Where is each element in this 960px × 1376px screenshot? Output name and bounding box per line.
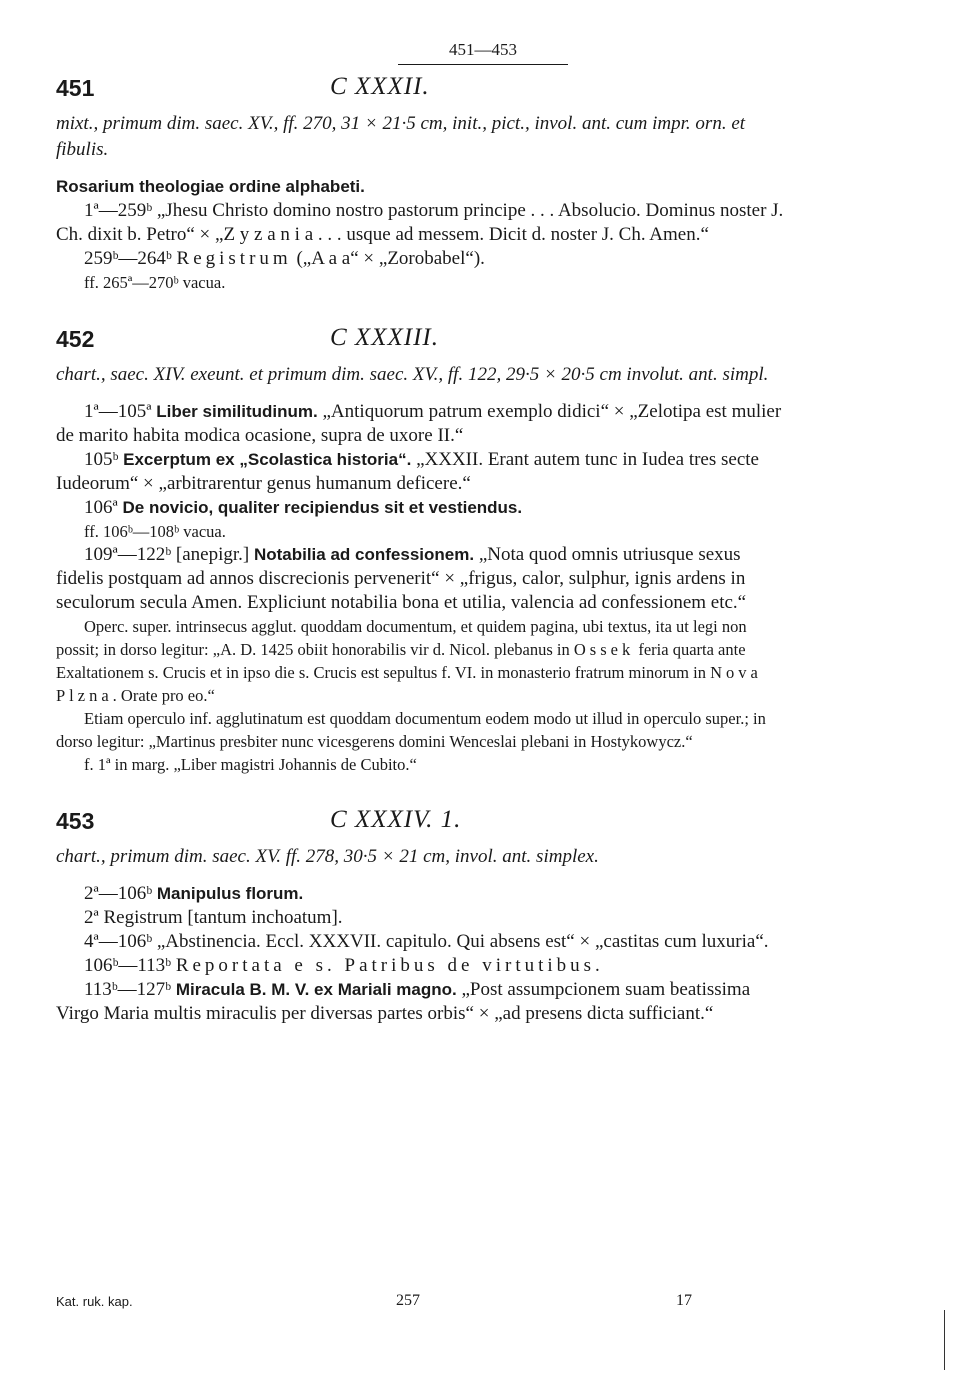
signature-mark: 17 [676,1292,692,1309]
physical-description: chart., saec. XIV. exeunt. et primum dim. saec. XV., ff. 122, 29·5 × 20·5 cm involut. ant. simpl. [56,364,769,385]
entry-452 [56,316,786,776]
content-line [56,543,786,615]
entry-header [56,316,786,360]
content-line [56,496,786,520]
content-line: 4ª—106ᵇ „Abstinencia. Eccl. XXXVII. capitulo. Qui absens est“ × „castitas cum luxuria“. [84,931,769,952]
note-text: feria quarta ante Exaltationem s. Crucis et in ipso die s. Crucis est sepultus f. VI. in monasterio fratrum minorum in [56,640,746,682]
content-line [56,247,786,271]
folio-range: 106ª [84,497,118,518]
running-head: 451—453 [398,40,568,65]
entry-number: 453 [56,808,95,834]
work-title: Rosarium theologiae ordine alphabeti. [56,177,365,196]
work-title: Miracula B. M. V. ex Mariali magno. [175,980,457,999]
folio-range: 109ª—122ᵇ [84,544,172,565]
entry-number: 452 [56,326,95,352]
folio-range: 105ᵇ [84,449,119,470]
margin-note: f. 1ª in marg. „Liber magistri Johannis de Cubito.“ [84,755,417,774]
work-title-line [56,175,786,199]
incipit-explicit: „XXXII. Erant autem tunc in Iudea tres secte Iudeorum“ × „arbitrarentur genus humanum deficere.“ [56,449,759,494]
note-text: Operc. super. intrinsecus agglut. quoddam documentum, et quidem pagina, ubi textus, ita ut legi non possit; in dorso legitur: „A. D. 1425 obiit honorabilis vir d. Nicol. plebanus in [56,617,747,659]
content-line: 2ª Registrum [tantum inchoatum]. [84,907,343,928]
editor-note: [anepigr.] [175,544,250,565]
content-line: 1ª—259ᵇ „Jhesu Christo domino nostro pastorum principe . . . Absolucio. Dominus noster J. Ch. dixit b. Petro“ × „Z y z a n i a . . . usque ad messem. Dicit d. noster J. Ch. Amen.“ [56,200,784,245]
work-title: De novicio, qualiter recipiendus sit et vestiendus. [122,498,523,517]
vacant-leaves: ff. 106ᵇ—108ᵇ vacua. [84,522,226,541]
folio-range: 1ª—105ª [84,401,152,422]
catalogue-page [56,40,786,1026]
physical-description: mixt., primum dim. saec. XV., ff. 270, 31 × 21·5 cm, init., pict., invol. ant. cum impr. orn. et fibulis. [56,113,746,160]
incipit-explicit: „Post assumpcionem suam beatissima Virgo Maria multis miraculis per diversas partes orbis“ × „ad presens dicta sufficiant.“ [56,979,751,1024]
spaced-title: Registrum [176,248,292,269]
spaced-title: Reportata e s. Patribus de virtutibus. [175,955,604,976]
shelf-signature: C XXXII. [330,73,430,100]
note-text: . Orate pro eo.“ [112,686,215,705]
shelf-signature: C XXXIV. 1. [330,806,462,833]
entry-header [56,798,786,842]
vacant-leaves: ff. 265ª—270ᵇ vacua. [84,273,226,292]
binding-note: Etiam operculo inf. agglutinatum est quoddam documentum eodem modo ut illud in operculo super.; in dorso legitur: „Martinus presbiter nunc vicesgerens domini Wenceslai plebani in Hostykowycz.“ [56,709,766,751]
folio-range: 106ᵇ—113ᵇ [84,955,172,976]
page-number: 257 [396,1292,420,1309]
folio-range: 2ª—106ᵇ [84,883,153,904]
entry-453 [56,798,786,1026]
work-title: Notabilia ad confessionem. [253,545,475,564]
content-line [56,954,786,978]
work-title: Excerptum ex „Scolastica historia“. [123,450,412,469]
work-title: Manipulus florum. [156,884,304,903]
entry-451 [56,65,786,294]
folio-range: 259ᵇ—264ᵇ [84,248,172,269]
content-line [56,882,786,906]
entry-header [56,65,786,109]
work-title: Liber similitudinum. [156,402,318,421]
content-line [56,978,786,1026]
physical-description: chart., primum dim. saec. XV. ff. 278, 30·5 × 21 cm, invol. ant. simplex. [56,846,599,867]
scan-edge-line [944,1310,945,1370]
content-line [56,448,786,496]
content-line [56,400,786,448]
incipit-explicit: „Nota quod omnis utriusque sexus fidelis postquam ad annos discrecionis pervenerit“ × „frigus, calor, sulphur, ignis ardens in seculorum secula Amen. Expliciunt notabilia bona et utilia, valencia ad confessionem etc.“ [56,544,747,613]
page-footer [56,1292,716,1316]
shelf-signature: C XXXIII. [330,324,439,351]
incipit-explicit: „Antiquorum patrum exemplo didici“ × „Zelotipa est mulier de marito habita modica ocasione, supra de uxore II.“ [56,401,782,446]
place-name: Nova Plzna [56,663,762,705]
binding-note [56,615,786,707]
incipit-explicit: („A a a“ × „Zorobabel“). [296,248,485,269]
entry-number: 451 [56,75,95,101]
place-name: Ossek [573,640,635,659]
folio-range: 113ᵇ—127ᵇ [84,979,172,1000]
footer-catalogue-label: Kat. ruk. kap. [56,1294,133,1309]
